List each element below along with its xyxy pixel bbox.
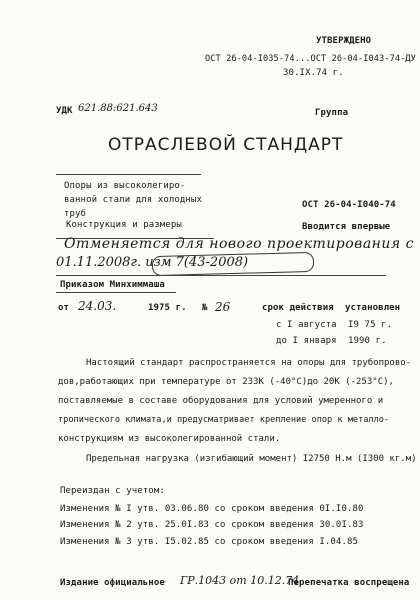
footer-reprint: Перепечатка воспрещена xyxy=(288,578,410,588)
udk-label: УДК xyxy=(56,106,73,116)
footer-official: Издание официальное xyxy=(60,578,165,588)
handwritten-cancellation-line1: Отменяется для нового проектирования с xyxy=(64,236,414,252)
order-date: 24.03. xyxy=(78,299,117,313)
order-from-label: от xyxy=(58,303,70,313)
change-item: Изменения № I утв. 03.06.80 со сроком введения 0I.I0.80 xyxy=(60,504,364,514)
body-paragraph-line: дов,работающих при температуре от 233К (-40°С)до 20К (-253°С), xyxy=(58,377,394,387)
subject-line: ванной стали для холодных xyxy=(64,195,202,205)
validity-label: срок действия xyxy=(262,303,334,313)
validity-to-date: до I января xyxy=(276,336,337,346)
approval-date: 30.IX.74 г. xyxy=(283,68,344,78)
validity-to-year: 1990 г. xyxy=(348,336,387,346)
reissue-heading: Переиздан с учетом: xyxy=(60,486,165,496)
validity-established: установлен xyxy=(345,303,401,313)
validity-from-date: с I августа xyxy=(276,320,337,330)
order-label: Приказом Минхиммаша xyxy=(60,280,165,290)
subject-subtitle: Конструкция и размеры xyxy=(66,220,182,230)
ost-number: ОСТ 26-04-I040-74 xyxy=(302,200,396,210)
divider xyxy=(56,275,386,276)
page-title: ОТРАСЛЕВОЙ СТАНДАРТ xyxy=(108,135,344,155)
divider xyxy=(56,292,176,293)
udk-code: 621.88:621.643 xyxy=(78,103,158,114)
subject-line: труб xyxy=(64,209,87,219)
handwritten-oval-mark xyxy=(152,252,314,276)
body-paragraph-line: Настоящий стандарт распространяется на опоры для трубопрово- xyxy=(86,358,412,368)
change-item: Изменения № 2 утв. 25.0I.83 со сроком введения 30.0I.83 xyxy=(60,520,364,530)
body-paragraph-line: поставляемые в составе оборудования для условий умеренного и xyxy=(58,396,384,406)
approval-ost-range: ОСТ 26-04-I035-74...ОСТ 26-04-I043-74-ДУ xyxy=(205,54,416,64)
introduced-text: Вводится впервые xyxy=(302,222,391,232)
order-year: 1975 г. xyxy=(148,303,187,313)
order-number-label: № xyxy=(202,303,208,313)
body-load-paragraph: Предельная нагрузка (изгибающий момент) I2750 Н.м (I300 кг.м) xyxy=(86,454,417,464)
body-paragraph-line: конструкциям из высоколегированной стали. xyxy=(58,434,281,444)
footer-registration: ГР.1043 от 10.12.74 xyxy=(180,574,300,587)
handwritten-cancellation-line2: 01.11.2008г. изм 7(43-2008) xyxy=(56,255,249,270)
change-item: Изменения № 3 утв. I5.02.85 со сроком введения I.04.85 xyxy=(60,537,358,547)
group-label: Группа xyxy=(315,108,349,118)
subject-line: Опоры из высоколегиро- xyxy=(64,181,186,191)
validity-from-year: I9 75 г. xyxy=(348,320,393,330)
order-number: 26 xyxy=(215,300,231,314)
body-paragraph-line: тропического климата,и предусматривает крепление опор к металло- xyxy=(58,415,390,425)
approval-heading: УТВЕРЖДЕНО xyxy=(316,36,372,46)
